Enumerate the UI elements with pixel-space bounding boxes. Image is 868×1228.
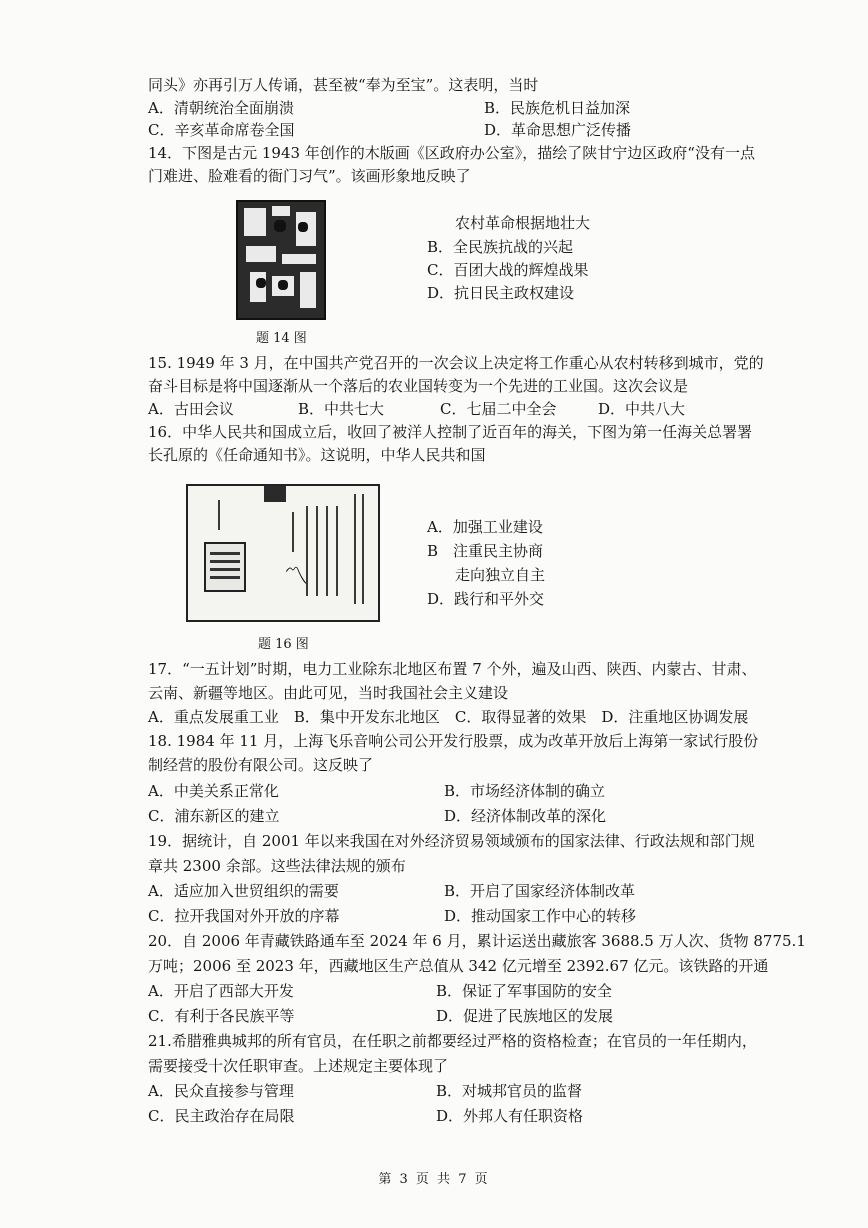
- q14-option-c: C．百团大战的辉煌战果: [427, 261, 589, 279]
- q18-stem-line1: 18. 1984 年 11 月，上海飞乐音响公司公开发行股票，成为改革开放后上海第一家试行股份: [148, 732, 759, 750]
- q19-option-d: D．推动国家工作中心的转移: [444, 907, 637, 925]
- q17-stem-line2: 云南、新疆等地区。由此可见，当时我国社会主义建设: [148, 684, 509, 702]
- q16-stem-line2: 长孔原的《任命通知书》。这说明，中华人民共和国: [148, 446, 486, 464]
- q14-option-d: D．抗日民主政权建设: [427, 284, 575, 302]
- q17-options: A．重点发展重工业 B．集中开发东北地区 C．取得显著的效果 D．注重地区协调发展: [148, 708, 749, 726]
- q19-option-b: B．开启了国家经济体制改革: [444, 882, 636, 900]
- q21-option-a: A．民众直接参与管理: [148, 1082, 294, 1100]
- q21-option-c: C．民主政治存在局限: [148, 1107, 295, 1125]
- q14-woodcut-image: [236, 200, 326, 320]
- q15-option-d: D．中共八大: [598, 400, 686, 418]
- q19-stem-line2: 章共 2300 余部。这些法律法规的颁布: [148, 857, 406, 875]
- q15-option-b: B．中共七大: [298, 400, 385, 418]
- q13-stem: 同头》亦再引万人传诵，甚至被“奉为至宝”。这表明，当时: [148, 76, 539, 94]
- q18-option-a: A．中美关系正常化: [148, 782, 279, 800]
- q20-option-c: C．有利于各民族平等: [148, 1007, 295, 1025]
- q19-option-a: A．适应加入世贸组织的需要: [148, 882, 339, 900]
- q20-option-d: D．促进了民族地区的发展: [436, 1007, 614, 1025]
- q15-stem-line2: 奋斗目标是将中国逐渐从一个落后的农业国转变为一个先进的工业国。这次会议是: [148, 377, 689, 395]
- q19-option-c: C．拉开我国对外开放的序幕: [148, 907, 340, 925]
- q18-stem-line2: 制经营的股份有限公司。这反映了: [148, 756, 374, 774]
- q18-option-b: B．市场经济体制的确立: [444, 782, 606, 800]
- page-number-footer: 第 3 页 共 7 页: [378, 1172, 490, 1187]
- q13-option-c: C．辛亥革命席卷全国: [148, 121, 295, 139]
- q16-option-d: D．践行和平外交: [427, 590, 545, 608]
- q21-stem-line1: 21.希腊雅典城邦的所有官员，在任职之前都要经过严格的资格检查；在官员的一年任期内，: [148, 1032, 757, 1050]
- seal-stamp: [204, 542, 246, 592]
- flag-icon: [264, 486, 286, 502]
- q13-option-b: B．民族危机日益加深: [484, 99, 631, 117]
- q15-stem-line1: 15. 1949 年 3 月，在中国共产党召开的一次会议上决定将工作重心从农村转移到城市，党的: [148, 354, 764, 372]
- q14-stem-line1: 14．下图是古元 1943 年创作的木版画《区政府办公室》，描绘了陕甘宁边区政府“没有一点: [148, 144, 755, 162]
- q21-stem-line2: 需要接受十次任职审查。上述规定主要体现了: [148, 1057, 449, 1075]
- q19-stem-line1: 19．据统计，自 2001 年以来我国在对外经济贸易领域颁布的国家法律、行政法规和部门规: [148, 832, 755, 850]
- q16-figure-caption: 题 16 图: [258, 637, 309, 652]
- q14-figure-caption: 题 14 图: [256, 331, 307, 346]
- q21-option-d: D．外邦人有任职资格: [436, 1107, 584, 1125]
- q13-option-a: A．清朝统治全面崩溃: [148, 99, 294, 117]
- q16-appointment-notice-image: [186, 484, 380, 622]
- q20-option-b: B．保证了军事国防的安全: [436, 982, 613, 1000]
- q14-option-b: B．全民族抗战的兴起: [427, 238, 574, 256]
- q14-stem-line2: 门难进、脸难看的衙门习气”。该画形象地反映了: [148, 167, 471, 185]
- q16-stem-line1: 16．中华人民共和国成立后，收回了被洋人控制了近百年的海关，下图为第一任海关总署署: [148, 423, 753, 441]
- q20-stem-line2: 万吨；2006 至 2023 年，西藏地区生产总值从 342 亿元增至 2392.67 亿元。该铁路的开通: [148, 957, 769, 975]
- q21-option-b: B．对城邦官员的监督: [436, 1082, 583, 1100]
- q15-option-c: C．七届二中全会: [440, 400, 557, 418]
- q13-option-d: D．革命思想广泛传播: [484, 121, 632, 139]
- q20-option-a: A．开启了西部大开发: [148, 982, 294, 1000]
- q17-stem-line1: 17．“一五计划”时期，电力工业除东北地区布置 7 个外，遍及山西、陕西、内蒙古、甘肃、: [148, 660, 757, 678]
- handwritten-signature: 〽: [284, 562, 308, 590]
- q16-option-b: B 注重民主协商: [427, 542, 544, 560]
- q16-option-a: A．加强工业建设: [427, 518, 543, 536]
- q14-option-a: 农村革命根据地壮大: [455, 214, 591, 232]
- q15-option-a: A．古田会议: [148, 400, 234, 418]
- q18-option-d: D．经济体制改革的深化: [444, 807, 607, 825]
- q16-option-c: 走向独立自主: [455, 566, 546, 584]
- q18-option-c: C．浦东新区的建立: [148, 807, 280, 825]
- q20-stem-line1: 20．自 2006 年青藏铁路通车至 2024 年 6 月，累计运送出藏旅客 3688.5 万人次、货物 8775.1: [148, 932, 806, 950]
